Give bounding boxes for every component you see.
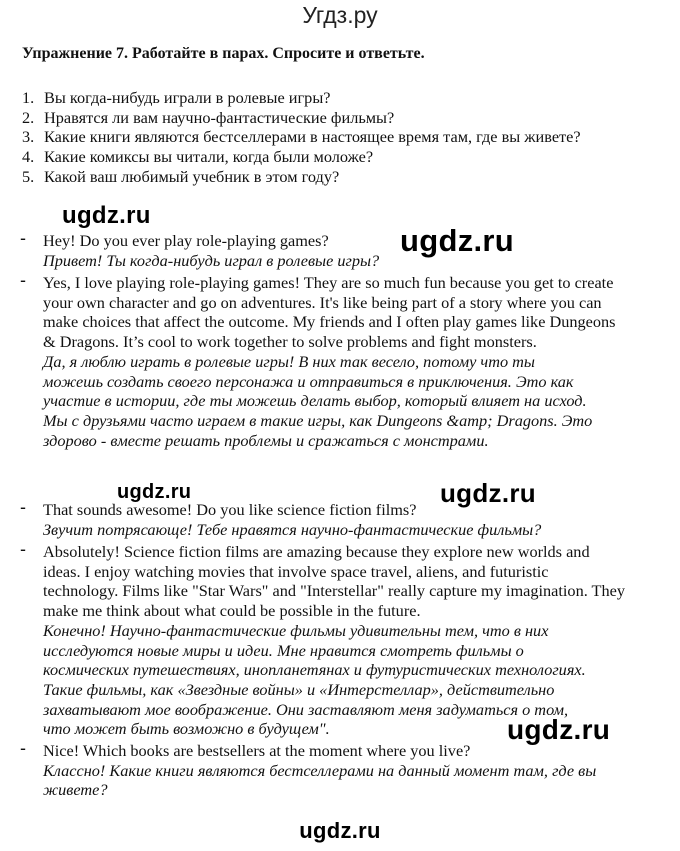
russian-translation: Привет! Ты когда-нибудь играл в ролевые игры? [43,250,380,270]
question-item [22,108,662,128]
watermark: ugdz.ru [117,481,192,503]
english-text: Yes, I love playing role-playing games! They are so much fun because you get to create your own character and go on adventures. It's like being part of a story where you can make choices that affect the outcome. My friends and I often play games like Dungeons & Dragons. It’s cool to work together to solve problems and fight monsters. [43,273,616,352]
question-item [22,147,662,167]
question-item [22,167,662,187]
dash-marker: - [20,228,26,248]
dialog-line [20,497,630,539]
watermark: ugdz.ru [507,714,611,745]
watermark: ugdz.ru [440,478,536,508]
question-text: Нравятся ли вам научно-фантастические фильмы? [44,107,395,127]
question-number: 4. [22,147,35,167]
watermark: ugdz.ru [62,202,151,229]
question-item [22,127,604,147]
russian-translation: Конечно! Научно-фантастические фильмы удивительны тем, что в них исследуются новые миры и идеи. Мне нравится смотреть фильмы о космических путешествиях, инопланетянах и футуристических технологиях. Такие фильмы, как «Звездные войны» и «Интерстеллар», действительно захватывают мое воображение. Они заставляют меня задуматься о том, что может быть возможно в будущем". [43,620,586,739]
english-text: Nice! Which books are bestsellers at the moment where you live? [43,741,471,760]
dialog-line [20,270,620,450]
question-text: Вы когда-нибудь играли в ролевые игры? [44,88,331,107]
dialog-line [20,228,630,270]
dash-marker: - [20,539,26,559]
question-text: Какие книги являются бестселлерами в настоящее время там, где вы живете? [44,127,581,147]
question-list [22,88,662,187]
dash-marker: - [20,497,26,517]
question-number: 3. [22,127,35,147]
english-text: That sounds awesome! Do you like science fiction films? [43,500,417,519]
dash-marker: - [20,738,26,758]
site-title: Угдз.ру [302,2,378,28]
watermark: ugdz.ru [400,223,515,258]
question-number: 5. [22,166,35,186]
question-text: Какие комиксы вы читали, когда были моложе? [44,147,374,167]
english-text: Hey! Do you ever play role-playing games? [43,231,329,250]
dialog-line [20,738,620,800]
watermark: ugdz.ru [299,818,381,843]
question-number: 2. [22,107,35,127]
english-text: Absolutely! Science fiction films are amazing because they explore new worlds and ideas. I enjoy watching movies that involve space travel, aliens, and futuristic technology. Films like "Star Wars" and "Interstellar" really capture my imagination. They make me think about what could be possible in the future. [43,542,626,621]
russian-translation: Классно! Какие книги являются бестселлерами на данный момент там, где вы живете? [43,760,597,800]
question-number: 1. [22,88,35,107]
russian-translation: Звучит потрясающе! Тебе нравятся научно-фантастические фильмы? [43,519,542,539]
exercise-heading: Упражнение 7. Работайте в парах. Спросите и ответьте. [22,45,425,62]
russian-translation: Да, я люблю играть в ролевые игры! В них так весело, потому что ты можешь создать своего персонажа и отправиться в приключения. Это как участие в истории, где ты можешь делать выбор, который влияет на исход. Мы с друзьями часто играем в такие игры, как Dungeons &amp; Dragons. Это здорово - вместе решать проблемы и сражаться с монстрами. [43,351,593,450]
question-item [22,88,662,108]
dash-marker: - [20,270,26,290]
dialog-line [20,539,626,739]
question-text: Какой ваш любимый учебник в этом году? [44,166,340,186]
